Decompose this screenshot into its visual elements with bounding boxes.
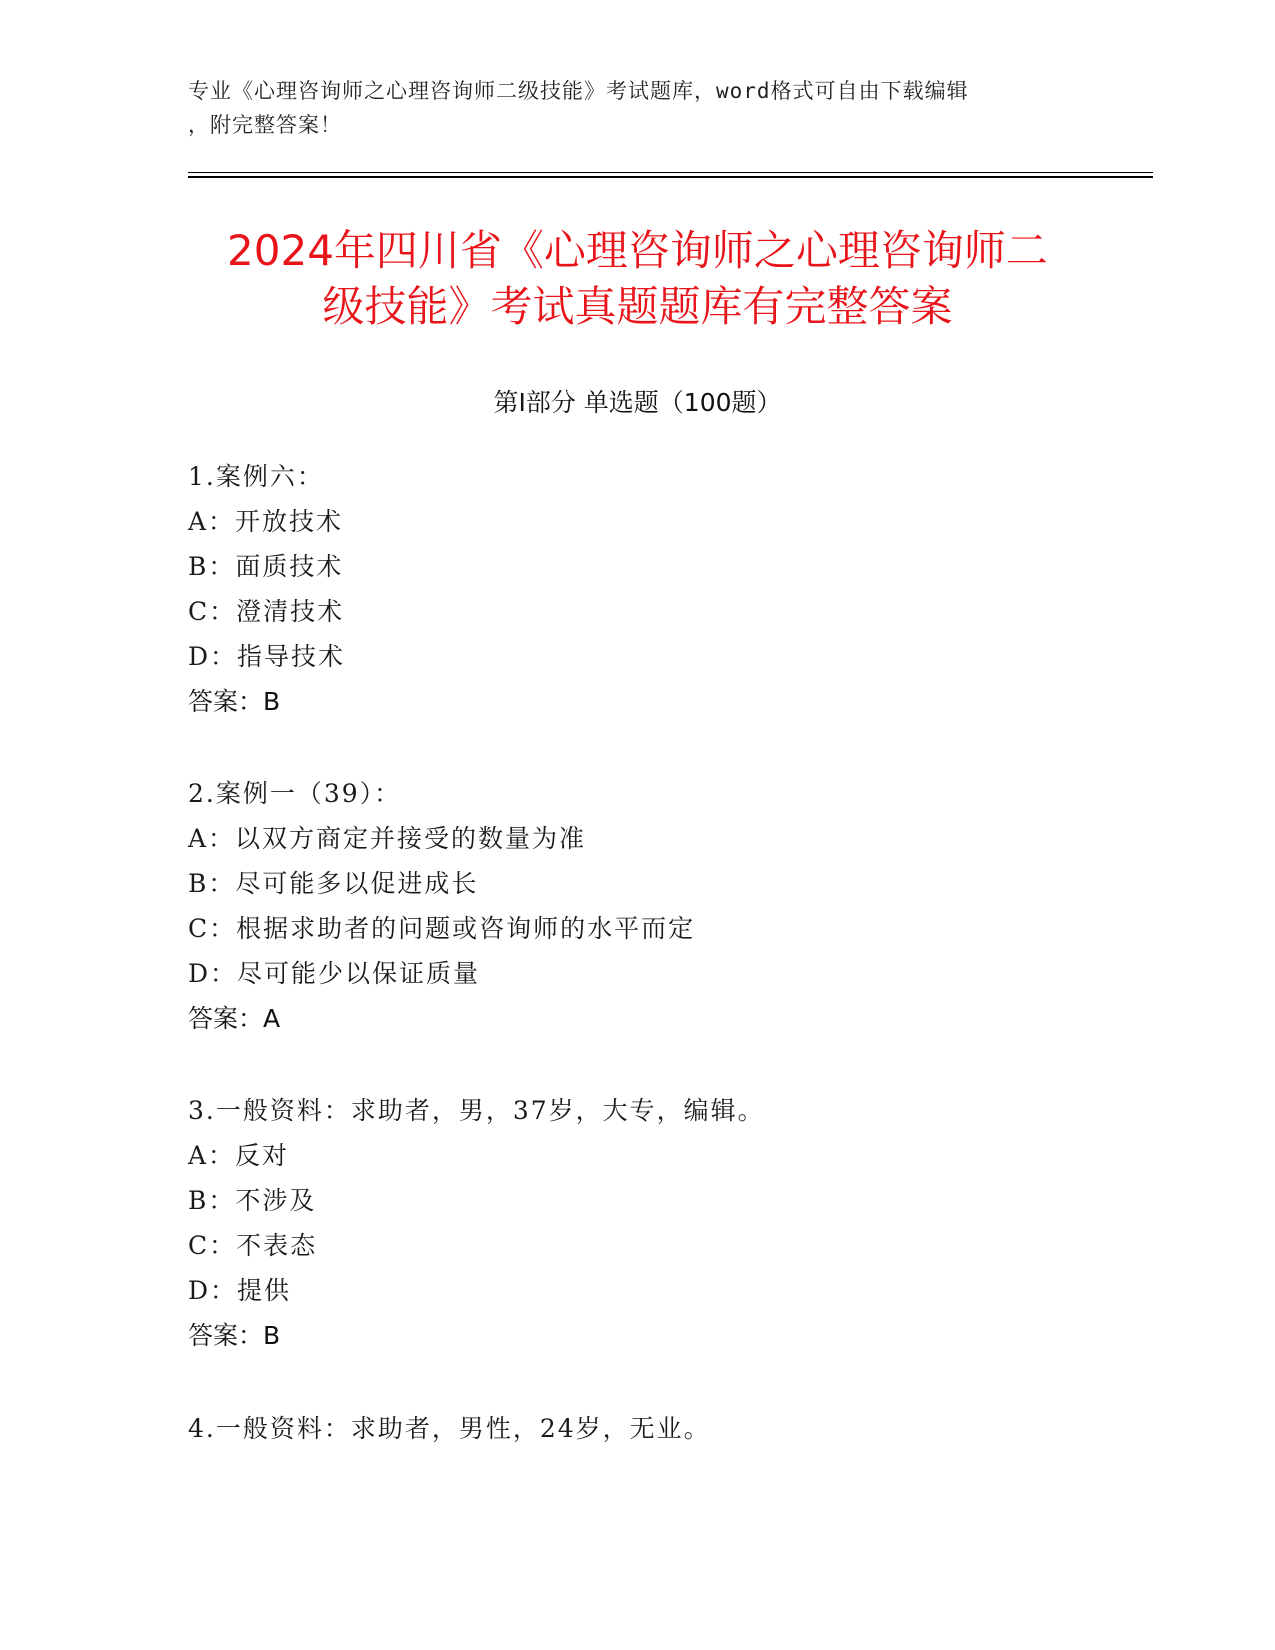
option-b: B：面质技术	[188, 552, 344, 581]
header-note-line-2: ，附完整答案！	[188, 113, 342, 137]
question-3	[188, 1088, 1088, 1358]
option-c: C：不表态	[188, 1231, 318, 1260]
answer-line: 答案：A	[188, 1004, 281, 1033]
header-divider-thick	[188, 176, 1153, 178]
option-b: B：不涉及	[188, 1186, 317, 1215]
question-stem: 2.案例一（39）：	[188, 779, 402, 808]
option-c: C：澄清技术	[188, 597, 345, 626]
answer-line: 答案：B	[188, 687, 281, 716]
question-stem: 4.一般资料：求助者，男性，24岁，无业。	[188, 1414, 711, 1443]
question-4	[188, 1406, 1088, 1451]
option-b: B：尽可能多以促进成长	[188, 869, 479, 898]
option-d: D：提供	[188, 1276, 292, 1305]
header-divider-thin	[188, 172, 1153, 173]
question-stem: 3.一般资料：求助者，男，37岁，大专，编辑。	[188, 1096, 765, 1125]
question-stem: 1.案例六：	[188, 462, 324, 491]
option-d: D：指导技术	[188, 642, 346, 671]
answer-line: 答案：B	[188, 1321, 281, 1350]
section-heading: 第Ⅰ部分 单选题（100题）	[493, 388, 782, 417]
question-1	[188, 454, 1088, 724]
document-title-line-2: 级技能》考试真题题库有完整答案	[322, 282, 953, 331]
document-title-line-1: 2024年四川省《心理咨询师之心理咨询师二	[227, 226, 1048, 275]
option-d: D：尽可能少以保证质量	[188, 959, 481, 988]
header-note-line-1: 专业《心理咨询师之心理咨询师二级技能》考试题库，word格式可自由下载编辑	[188, 79, 969, 103]
option-c: C：根据求助者的问题或咨询师的水平而定	[188, 914, 696, 943]
question-2	[188, 771, 1088, 1041]
option-a: A：开放技术	[188, 507, 344, 536]
document-title	[150, 223, 1125, 335]
header-note	[188, 74, 1088, 142]
option-a: A：反对	[188, 1141, 290, 1170]
option-a: A：以双方商定并接受的数量为准	[188, 824, 587, 853]
